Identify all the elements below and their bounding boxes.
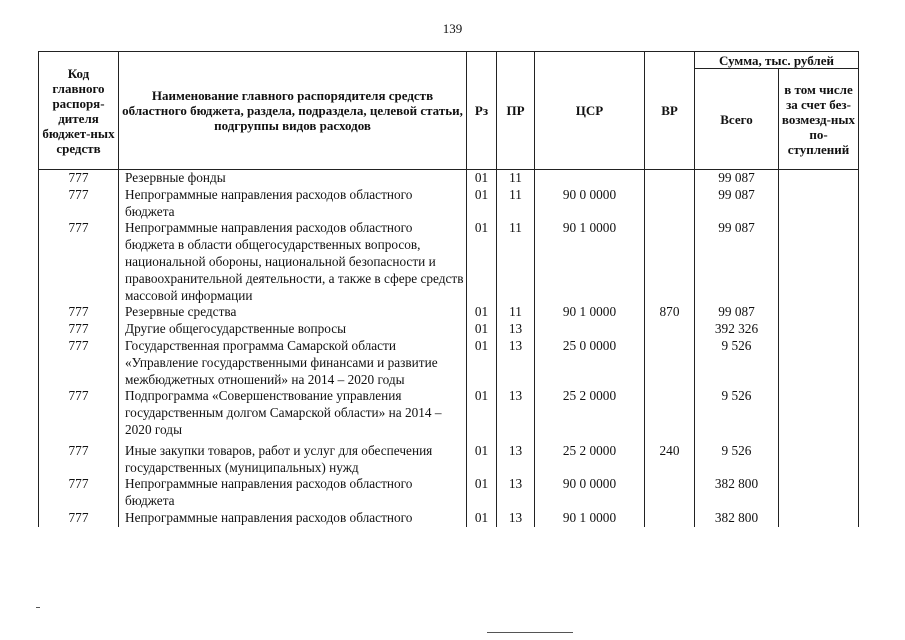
cell-code: 777 bbox=[39, 220, 119, 304]
header-sum: Сумма, тыс. рублей bbox=[695, 52, 859, 69]
cell-name: Иные закупки товаров, работ и услуг для обеспечения государственных (муниципальных) нужд bbox=[119, 439, 467, 477]
cell-csr: 90 1 0000 bbox=[535, 304, 645, 321]
cell-total: 99 087 bbox=[695, 187, 779, 221]
cell-name: Непрограммные направления расходов областного бюджета bbox=[119, 476, 467, 510]
cell-rz: 01 bbox=[467, 510, 497, 527]
cell-vr: 870 bbox=[645, 304, 695, 321]
cell-pr: 11 bbox=[497, 170, 535, 187]
cell-incl bbox=[779, 170, 859, 187]
cell-vr bbox=[645, 338, 695, 388]
cell-code: 777 bbox=[39, 439, 119, 477]
cell-rz: 01 bbox=[467, 439, 497, 477]
table-row bbox=[39, 170, 859, 187]
header-rz: Рз bbox=[467, 52, 497, 170]
cell-incl bbox=[779, 321, 859, 338]
cell-rz: 01 bbox=[467, 187, 497, 221]
cell-csr: 90 1 0000 bbox=[535, 510, 645, 527]
header-pr: ПР bbox=[497, 52, 535, 170]
cell-vr bbox=[645, 510, 695, 527]
table-row bbox=[39, 321, 859, 338]
page-number: 139 bbox=[442, 21, 463, 36]
cell-incl bbox=[779, 476, 859, 510]
table-row bbox=[39, 510, 859, 527]
cell-vr bbox=[645, 476, 695, 510]
budget-table bbox=[38, 51, 859, 527]
cell-vr bbox=[645, 388, 695, 438]
cell-total: 382 800 bbox=[695, 476, 779, 510]
header-code: Код главного распоря-дителя бюджет-ных средств bbox=[39, 52, 119, 170]
cell-code: 777 bbox=[39, 388, 119, 438]
table-row bbox=[39, 187, 859, 221]
cell-csr: 90 1 0000 bbox=[535, 220, 645, 304]
cell-vr bbox=[645, 170, 695, 187]
cell-pr: 13 bbox=[497, 510, 535, 527]
cell-incl bbox=[779, 510, 859, 527]
cell-csr: 25 0 0000 bbox=[535, 338, 645, 388]
cell-csr: 25 2 0000 bbox=[535, 439, 645, 477]
cell-total: 382 800 bbox=[695, 510, 779, 527]
cell-incl bbox=[779, 187, 859, 221]
header-name: Наименование главного распорядителя средств областного бюджета, раздела, подраздела, целевой статьи, подгруппы видов расходов bbox=[119, 52, 467, 170]
cell-name: Резервные средства bbox=[119, 304, 467, 321]
cell-total: 99 087 bbox=[695, 170, 779, 187]
cell-incl bbox=[779, 388, 859, 438]
cell-csr: 90 0 0000 bbox=[535, 187, 645, 221]
cell-total: 9 526 bbox=[695, 338, 779, 388]
cell-pr: 13 bbox=[497, 321, 535, 338]
table-row bbox=[39, 476, 859, 510]
cell-rz: 01 bbox=[467, 304, 497, 321]
table-header bbox=[39, 52, 859, 170]
cell-pr: 11 bbox=[497, 304, 535, 321]
header-csr: ЦСР bbox=[535, 52, 645, 170]
cell-code: 777 bbox=[39, 476, 119, 510]
cell-pr: 13 bbox=[497, 476, 535, 510]
cell-rz: 01 bbox=[467, 388, 497, 438]
cell-total: 99 087 bbox=[695, 304, 779, 321]
cell-vr bbox=[645, 220, 695, 304]
cell-code: 777 bbox=[39, 510, 119, 527]
cell-rz: 01 bbox=[467, 338, 497, 388]
cell-name: Резервные фонды bbox=[119, 170, 467, 187]
cell-code: 777 bbox=[39, 304, 119, 321]
cell-name: Другие общегосударственные вопросы bbox=[119, 321, 467, 338]
cell-vr bbox=[645, 321, 695, 338]
footer-rule bbox=[487, 632, 573, 633]
cell-name: Непрограммные направления расходов областного бюджета в области общегосударственных вопросов, национальной обороны, национальной безопасности и правоохранительной деятельности, а также в сфере средств массовой информации bbox=[119, 220, 467, 304]
header-vr: ВР bbox=[645, 52, 695, 170]
table-row bbox=[39, 338, 859, 388]
table-body bbox=[39, 170, 859, 527]
header-total: Всего bbox=[695, 69, 779, 170]
cell-total: 99 087 bbox=[695, 220, 779, 304]
cell-name: Непрограммные направления расходов областного bbox=[119, 510, 467, 527]
cell-incl bbox=[779, 439, 859, 477]
cell-csr bbox=[535, 170, 645, 187]
table-row bbox=[39, 439, 859, 477]
cell-incl bbox=[779, 220, 859, 304]
cell-incl bbox=[779, 304, 859, 321]
table-row bbox=[39, 220, 859, 304]
cell-vr: 240 bbox=[645, 439, 695, 477]
cell-code: 777 bbox=[39, 338, 119, 388]
cell-vr bbox=[645, 187, 695, 221]
cell-rz: 01 bbox=[467, 220, 497, 304]
cell-csr: 25 2 0000 bbox=[535, 388, 645, 438]
cell-name: Подпрограмма «Совершенствование управления государственным долгом Самарской области» на 2014 – 2020 годы bbox=[119, 388, 467, 438]
cell-name: Государственная программа Самарской области «Управление государственными финансами и развитие межбюджетных отношений» на 2014 – 2020 годы bbox=[119, 338, 467, 388]
header-incl: в том числе за счет без-возмезд-ных по-ступлений bbox=[779, 69, 859, 170]
cell-csr bbox=[535, 321, 645, 338]
cell-pr: 13 bbox=[497, 338, 535, 388]
cell-incl bbox=[779, 338, 859, 388]
cell-total: 392 326 bbox=[695, 321, 779, 338]
cell-pr: 13 bbox=[497, 439, 535, 477]
cell-rz: 01 bbox=[467, 170, 497, 187]
cell-code: 777 bbox=[39, 321, 119, 338]
margin-mark bbox=[36, 607, 40, 608]
cell-total: 9 526 bbox=[695, 388, 779, 438]
cell-rz: 01 bbox=[467, 476, 497, 510]
cell-code: 777 bbox=[39, 170, 119, 187]
cell-total: 9 526 bbox=[695, 439, 779, 477]
cell-pr: 11 bbox=[497, 187, 535, 221]
cell-rz: 01 bbox=[467, 321, 497, 338]
cell-pr: 13 bbox=[497, 388, 535, 438]
table-row bbox=[39, 388, 859, 438]
cell-pr: 11 bbox=[497, 220, 535, 304]
cell-code: 777 bbox=[39, 187, 119, 221]
table-row bbox=[39, 304, 859, 321]
cell-csr: 90 0 0000 bbox=[535, 476, 645, 510]
cell-name: Непрограммные направления расходов областного бюджета bbox=[119, 187, 467, 221]
